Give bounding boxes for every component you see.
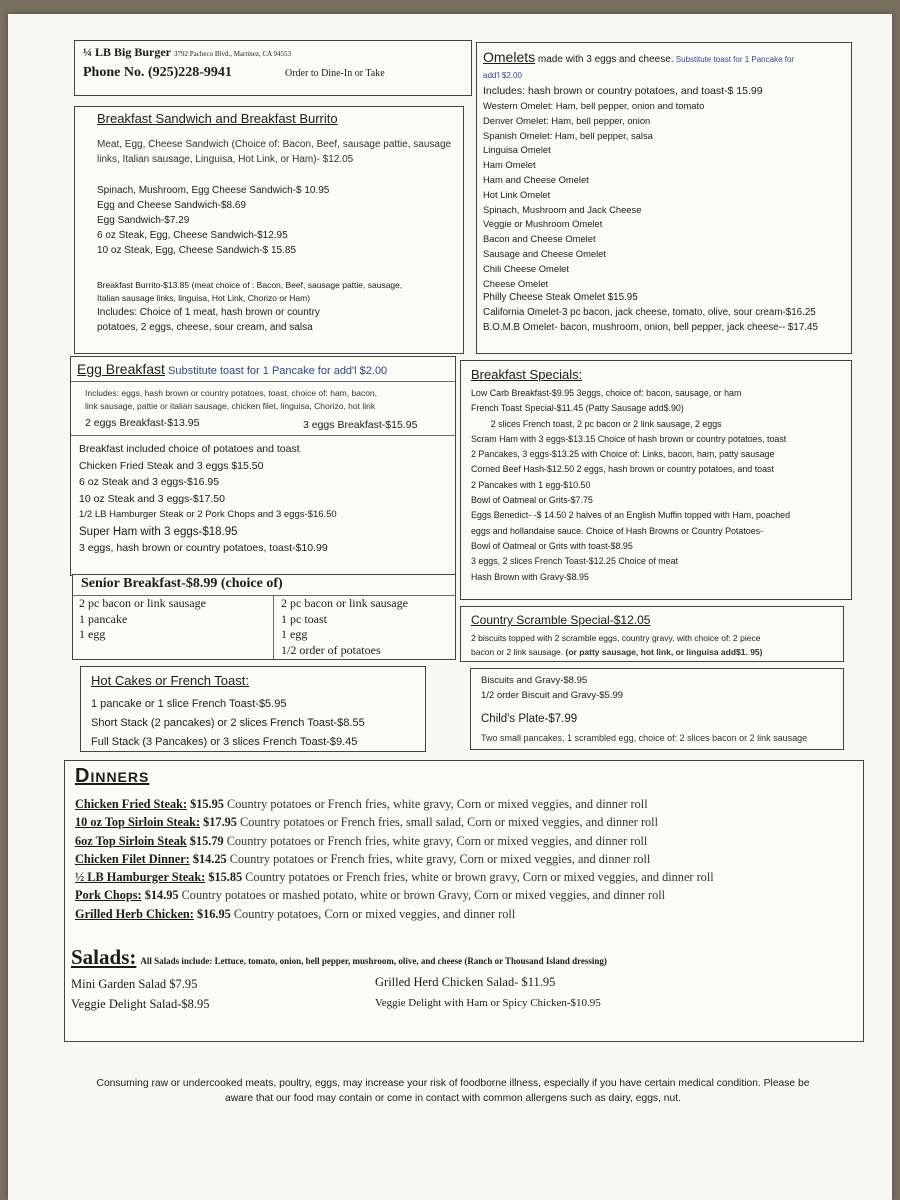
list-item: 6 oz Steak, Egg, Cheese Sandwich-$12.95 <box>97 230 288 241</box>
list-item: Egg and Cheese Sandwich-$8.69 <box>97 200 246 211</box>
list-item: B.O.M.B Omelet- bacon, mushroom, onion, bell pepper, jack cheese-- $17.45 <box>483 321 818 333</box>
senior-right: 2 pc bacon or link sausage 1 pc toast 1 egg 1/2 order of potatoes <box>281 596 408 657</box>
list-item: French Toast Special-$11.45 (Patty Sausage add$.90) <box>471 403 684 414</box>
senior-box <box>72 574 456 660</box>
list-item: 2 Pancakes with 1 egg-$10.50 <box>471 479 591 490</box>
dinner-name: Pork Chops: <box>75 888 142 903</box>
omelets-includes: Includes: hash brown or country potatoes, and toast-$ 15.99 <box>483 85 763 97</box>
list-item: Spinach, Mushroom and Jack Cheese <box>483 203 642 215</box>
list-item: Bowl of Oatmeal or Grits-$7.75 <box>471 495 593 506</box>
allergen-disclaimer: Consuming raw or undercooked meats, poultry, eggs, may increase your risk of foodborne illness, especially if you have certain medical condition. Please be aware that our food may contain or come in contact with common allergens such as dairy, eggs, nut. <box>96 1078 810 1104</box>
dinner-name: 10 oz Top Sirloin Steak: <box>75 815 201 830</box>
list-item: 10 oz Steak and 3 eggs-$17.50 <box>79 492 225 505</box>
list-item: Egg Sandwich-$7.29 <box>97 215 190 226</box>
dinner-price: $15.85 <box>205 870 243 885</box>
senior-left: 2 pc bacon or link sausage 1 pancake 1 egg <box>79 596 206 641</box>
hotcakes-heading: Hot Cakes or French Toast: <box>91 673 249 688</box>
hotcakes-box <box>80 666 426 752</box>
senior-heading: Senior Breakfast-$8.99 (choice of) <box>81 576 283 591</box>
dinners-box <box>64 760 864 1042</box>
country-heading: Country Scramble Special-$12.05 <box>471 613 651 627</box>
list-item: Philly Cheese Steak Omelet $15.95 <box>483 292 638 304</box>
sandwich-list <box>97 183 329 258</box>
dinner-desc: Country potatoes, Corn or mixed veggies, and dinner roll <box>230 906 516 921</box>
three-eggs-breakfast: 3 eggs Breakfast-$15.95 <box>303 419 418 431</box>
list-item: 10 oz Steak, Egg, Cheese Sandwich-$ 15.85 <box>97 245 297 256</box>
header-box <box>74 40 472 96</box>
dinner-item <box>75 850 714 868</box>
specials-list <box>471 386 790 585</box>
dinner-desc: Country potatoes or French fries, white gravy, Corn or mixed veggies, and dinner roll <box>223 797 648 811</box>
dinner-item <box>75 905 714 923</box>
burrito-block: Breakfast Burrito-$13.85 (meat choice of : Bacon, Beef, sausage pattie, sausage, Italian sausage links, linguisa, Hot Link, Chorizo or Ham) Includes: Choice of 1 meat, hash brown or country potatoes, 2 eggs, cheese, sour cream, and salsa <box>97 280 403 333</box>
list-item: Super Ham with 3 eggs-$18.95 <box>79 525 238 538</box>
dinner-name: Grilled Herb Chicken: <box>75 906 194 921</box>
specials-heading: Breakfast Specials: <box>471 367 583 382</box>
egg-breakfast-heading: Egg Breakfast <box>77 361 165 377</box>
salads-note: All Salads include: Lettuce, tomato, onion, bell pepper, mushroom, olive, and cheese (Ranch or Thousand Island dressing) <box>140 956 607 966</box>
list-item: Scram Ham with 3 eggs-$13.15 Choice of hash brown or country potatoes, toast <box>471 433 787 444</box>
half-biscuits-gravy: 1/2 order Biscuit and Gravy-$5.99 <box>481 690 624 701</box>
list-item: Ham and Cheese Omelet <box>483 173 589 185</box>
hotcakes-list <box>91 695 365 752</box>
list-item: Ham Omelet <box>483 159 536 171</box>
sandwich-heading: Breakfast Sandwich and Breakfast Burrito <box>97 111 338 126</box>
childs-plate: Child's Plate-$7.99 <box>481 713 578 725</box>
omelets-sub-note: add'l $2.00 <box>483 71 522 80</box>
dinner-name: ½ LB Hamburger Steak: <box>75 870 206 885</box>
dinner-desc: Country potatoes or French fries, white gravy, Corn or mixed veggies, and dinner roll <box>226 851 651 866</box>
dinner-item <box>75 886 714 904</box>
list-item: Full Stack (3 Pancakes) or 3 slices French Toast-$9.45 <box>91 736 358 748</box>
omelets-list <box>483 99 818 336</box>
dinner-item <box>75 832 714 850</box>
list-item: Bowl of Oatmeal or Grits with toast-$8.95 <box>471 540 633 551</box>
list-item: Short Stack (2 pancakes) or 2 slices French Toast-$8.55 <box>91 717 365 729</box>
list-item: Western Omelet: Ham, bell pepper, onion and tomato <box>483 100 705 111</box>
dinner-desc: Country potatoes or mashed potato, white or brown Gravy, Corn or mixed veggies, and dinner roll <box>178 888 666 903</box>
dinner-price: $14.25 <box>189 851 227 866</box>
list-item: 2 Pancakes, 3 eggs-$13.25 with Choice of: Links, bacon, ham, patty sausage <box>471 449 775 460</box>
restaurant-name: ¼ LB Big Burger <box>83 45 172 59</box>
dinner-desc: Country potatoes or French fries, small salad, Corn or mixed veggies, and dinner roll <box>236 815 659 830</box>
dinner-price: $15.79 <box>186 833 224 848</box>
list-item: Chili Cheese Omelet <box>483 262 569 274</box>
dinner-price: $17.95 <box>200 815 237 830</box>
egg-breakfast-list: Breakfast included choice of potatoes and toast Chicken Fried Steak and 3 eggs $15.50 6 oz Steak and 3 eggs-$16.95 10 oz Steak and 3 eggs-$17.50 1/2 LB Hamburger Steak or 2 Pork Chops and 3 eggs-$16.50 Super Ham with 3 eggs-$18.95 3 eggs, hash brown or country potatoes, toast-$10.99 <box>79 441 337 557</box>
childs-plate-desc: Two small pancakes, 1 scrambled egg, choice of: 2 slices bacon or 2 link sausage <box>481 733 808 743</box>
sandwich-meat-line: Meat, Egg, Cheese Sandwich (Choice of: Bacon, Beef, sausage pattie, sausage links, Italian sausage, Linguisa, Hot Link, or Ham)- $12.05 <box>97 139 452 165</box>
list-item: 1/2 LB Hamburger Steak or 2 Pork Chops and 3 eggs-$16.50 <box>79 509 337 520</box>
list-item: Hot Link Omelet <box>483 188 551 200</box>
dinner-item <box>75 795 714 813</box>
dinner-item <box>75 868 714 886</box>
veggie-delight-salad: Veggie Delight Salad-$8.95 <box>71 997 210 1011</box>
sandwich-box <box>74 106 464 354</box>
restaurant-address: 3792 Pacheco Blvd., Martinez, CA 94553 <box>174 50 292 58</box>
list-item: Linguisa Omelet <box>483 144 551 156</box>
list-item: Low Carb Breakfast-$9.95 3eggs, choice of: bacon, sausage, or ham <box>471 388 742 398</box>
dinner-price: $16.95 <box>193 906 231 921</box>
list-item: Cheese Omelet <box>483 277 549 289</box>
biscuits-gravy: Biscuits and Gravy-$8.95 <box>481 675 588 686</box>
list-item: Denver Omelet: Ham, bell pepper, onion <box>483 114 651 126</box>
salads-heading: Salads: <box>71 945 137 969</box>
list-item: Corned Beef Hash-$12.50 2 eggs, hash brown or country potatoes, and toast <box>471 464 774 475</box>
list-item: Hash Brown with Gravy-$8.95 <box>471 571 589 582</box>
omelets-heading: Omelets <box>483 49 536 65</box>
list-item: Eggs Benedict- -$ 14.50 2 halves of an English Muffin topped with Ham, poached <box>471 510 791 521</box>
dinner-desc: Country potatoes or French fries, white gravy, Corn or mixed veggies, and dinner roll <box>223 833 648 848</box>
veggie-ham-salad: Veggie Delight with Ham or Spicy Chicken-$10.95 <box>375 997 601 1009</box>
mini-garden-salad: Mini Garden Salad $7.95 <box>71 977 198 991</box>
list-item: Spinach, Mushroom, Egg Cheese Sandwich-$ 10.95 <box>97 185 330 196</box>
list-item: Spanish Omelet: Ham, bell pepper, salsa <box>483 129 653 141</box>
dinners-list <box>75 795 714 923</box>
list-item: 1 pancake or 1 slice French Toast-$5.95 <box>91 698 287 710</box>
dinners-heading: Dinners <box>75 765 150 787</box>
list-item: Chicken Fried Steak and 3 eggs $15.50 <box>79 459 264 472</box>
menu-sheet <box>8 14 892 1200</box>
dinner-name: 6oz Top Sirloin Steak <box>75 833 187 848</box>
breakfast-specials-box <box>460 360 852 600</box>
omelets-box: Omelets made with 3 eggs and cheese. Substitute toast for 1 Pancake for add'l $2.00 Includes: hash brown or country potatoes, and toast-$ 15.99 Western Omelet: Ham, bell pepper, onion and tomato Denver Omelet: Ham, bell pepper, onion Spanish Omelet: Ham, bell pepper, salsa Linguisa Omelet Ham Omelet Ham and Cheese Omelet Hot Link Omelet Spinach, Mushroom and Jack Cheese Veggie or Mushroom Omelet Bacon and Cheese Omelet Sausage and Cheese Omelet Chili Cheese Omelet Cheese Omelet Philly Cheese Steak Omelet $15.95 California Omelet-3 pc bacon, jack cheese, tomato, olive, sour cream-$16.25 B.O.M.B Omelet- bacon, mushroom, onion, bell pepper, jack cheese-- $17.45 <box>476 42 852 354</box>
two-eggs-breakfast: 2 eggs Breakfast-$13.95 <box>85 417 200 429</box>
list-item: 6 oz Steak and 3 eggs-$16.95 <box>79 476 220 488</box>
order-note: Order to Dine-In or Take <box>285 68 385 79</box>
country-scramble-box: Country Scramble Special-$12.05 2 biscuits topped with 2 scramble eggs, country gravy, with choice of: 2 piece bacon or 2 link sausage. (or patty sausage, hot link, or linguisa add$1. 95) <box>460 606 844 662</box>
dinner-desc: Country potatoes or French fries, white or brown gravy, Corn or mixed veggies, and dinner roll <box>242 870 714 885</box>
biscuits-child-box <box>470 668 844 750</box>
list-item: 3 eggs, 2 slices French Toast-$12.25 Choice of meat <box>471 556 679 567</box>
list-item: California Omelet-3 pc bacon, jack cheese, tomato, olive, sour cream-$16.25 <box>483 307 816 319</box>
list-item: Veggie or Mushroom Omelet <box>483 218 603 230</box>
herb-chicken-salad: Grilled Herd Chicken Salad- $11.95 <box>375 975 556 989</box>
dinner-item <box>75 813 714 831</box>
phone-number: Phone No. (925)228-9941 <box>83 65 232 80</box>
dinner-price: $14.95 <box>141 888 179 903</box>
list-item: Bacon and Cheese Omelet <box>483 233 596 245</box>
list-item: 2 slices French toast, 2 pc bacon or 2 link sausage, 2 eggs <box>471 418 722 429</box>
dinner-price: $15.95 <box>187 797 224 811</box>
dinner-name: Chicken Fried Steak: <box>75 797 188 811</box>
list-item: eggs and hollandaise sauce. Choice of Hash Browns or Country Potatoes- <box>471 525 764 536</box>
egg-breakfast-box: Egg Breakfast Substitute toast for 1 Pancake for add'l $2.00 Includes: eggs, hash brown or country potatoes, toast, choice of: ham, bacon, link sausage, pattie or italian sausage, chicken filet, linguisa, Chorizo, hot link 2 eggs Breakfast-$13.95 3 eggs Breakfast-$15.95 Breakfast included choice of potatoes and toast Chicken Fried Steak and 3 eggs $15.50 6 oz Steak and 3 eggs-$16.95 10 oz Steak and 3 eggs-$17.50 1/2 LB Hamburger Steak or 2 Pork Chops and 3 eggs-$16.50 Super Ham with 3 eggs-$18.95 3 eggs, hash brown or country potatoes, toast-$10.99 <box>70 356 456 576</box>
list-item: 3 eggs, hash brown or country potatoes, toast-$10.99 <box>79 542 328 554</box>
dinner-name: Chicken Filet Dinner: <box>75 851 190 866</box>
list-item: Sausage and Cheese Omelet <box>483 247 606 259</box>
